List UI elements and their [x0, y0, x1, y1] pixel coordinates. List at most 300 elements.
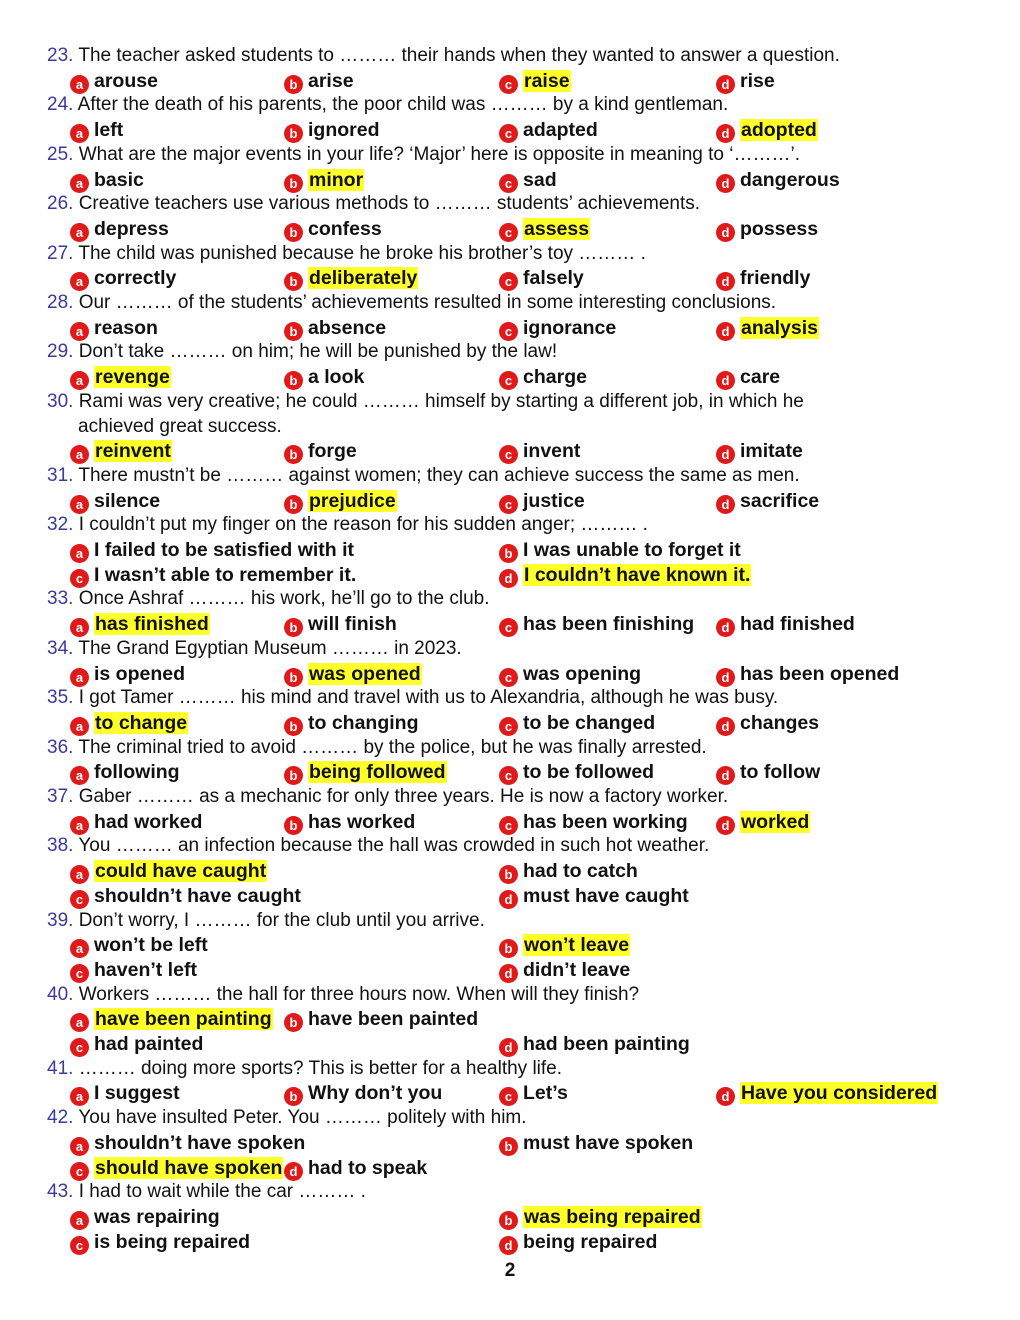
option-a[interactable] — [70, 760, 180, 785]
option-letter-badge: a — [70, 717, 89, 736]
option-letter-badge: c — [499, 174, 518, 193]
question-30 — [47, 390, 977, 415]
option-text: correctly — [94, 267, 177, 290]
option-text: care — [740, 366, 781, 389]
option-text: invent — [523, 440, 581, 463]
option-letter-badge: d — [499, 1236, 518, 1255]
option-letter-badge: a — [70, 223, 89, 242]
question-number: 32. — [47, 514, 74, 536]
question-33 — [47, 587, 977, 612]
option-letter-badge: b — [284, 668, 303, 687]
option-text: Let’s — [523, 1082, 568, 1105]
option-letter-badge: a — [70, 865, 89, 884]
option-b[interactable] — [284, 69, 354, 94]
option-letter-badge: d — [284, 1162, 303, 1181]
option-b[interactable] — [284, 1007, 478, 1032]
option-text: haven’t left — [94, 958, 197, 981]
option-a[interactable] — [70, 859, 267, 884]
option-b[interactable] — [284, 217, 382, 242]
question-number: 33. — [47, 588, 74, 610]
option-b[interactable] — [499, 1205, 702, 1230]
question-42 — [47, 1106, 977, 1131]
option-b[interactable] — [284, 662, 422, 687]
option-c[interactable] — [499, 365, 587, 390]
option-a[interactable] — [70, 489, 160, 514]
option-letter-badge: d — [716, 1087, 735, 1106]
question-41 — [47, 1057, 977, 1082]
option-text: to changing — [308, 711, 419, 734]
question-number: 30. — [47, 390, 74, 412]
option-text: has worked — [308, 810, 416, 833]
question-number: 43. — [47, 1181, 74, 1203]
option-text: shouldn’t have spoken — [94, 1131, 306, 1154]
option-a[interactable] — [70, 711, 188, 736]
option-c[interactable] — [499, 69, 571, 94]
option-letter-badge: c — [499, 766, 518, 785]
question-text: I got Tamer ……… his mind and travel with us to Alexandria, although he was busy. — [78, 687, 779, 709]
option-letter-badge: c — [499, 717, 518, 736]
option-a[interactable] — [70, 217, 169, 242]
option-letter-badge: b — [284, 371, 303, 390]
option-text: adapted — [523, 119, 598, 142]
option-text: arise — [308, 69, 354, 92]
option-letter-badge: d — [499, 890, 518, 909]
option-b[interactable] — [499, 933, 630, 958]
option-d[interactable] — [716, 217, 818, 242]
option-letter-badge: c — [499, 1087, 518, 1106]
option-letter-badge: a — [70, 445, 89, 464]
question-number: 31. — [47, 464, 74, 486]
question-number: 42. — [47, 1107, 74, 1129]
option-text-highlighted: reinvent — [95, 440, 171, 463]
option-letter-badge: a — [70, 322, 89, 341]
option-letter-badge: c — [499, 371, 518, 390]
option-text: justice — [523, 489, 585, 512]
option-letter-badge: c — [499, 124, 518, 143]
question-number: 34. — [47, 637, 74, 659]
option-a[interactable] — [70, 439, 172, 464]
option-d[interactable] — [716, 1081, 938, 1106]
option-letter-badge: d — [716, 495, 735, 514]
question-32 — [47, 513, 977, 538]
option-b[interactable] — [284, 711, 419, 736]
option-letter-badge: b — [284, 816, 303, 835]
question-text: You ……… an infection because the hall was crowded in such hot weather. — [78, 835, 710, 857]
option-c[interactable] — [70, 563, 356, 588]
option-letter-badge: a — [70, 272, 89, 291]
question-25 — [47, 143, 977, 168]
option-letter-badge: a — [70, 495, 89, 514]
question-24 — [47, 93, 977, 118]
option-c[interactable] — [499, 439, 580, 464]
option-d[interactable] — [716, 711, 819, 736]
option-c[interactable] — [499, 810, 688, 835]
option-a[interactable] — [70, 365, 171, 390]
option-b[interactable] — [284, 810, 415, 835]
option-letter-badge: c — [499, 495, 518, 514]
option-text: following — [94, 761, 180, 784]
question-text: I couldn’t put my finger on the reason for his sudden anger; ……… . — [78, 514, 648, 536]
option-text: changes — [740, 711, 820, 734]
option-d[interactable] — [716, 439, 803, 464]
option-letter-badge: c — [499, 272, 518, 291]
option-b[interactable] — [284, 489, 397, 514]
option-text-highlighted: revenge — [95, 366, 170, 389]
option-a[interactable] — [70, 810, 202, 835]
option-d[interactable] — [716, 662, 899, 687]
option-text: sacrifice — [740, 489, 820, 512]
option-text: depress — [94, 217, 169, 240]
option-a[interactable] — [70, 118, 123, 143]
option-b[interactable] — [284, 168, 364, 193]
option-letter-badge: d — [716, 124, 735, 143]
option-letter-badge: a — [70, 1013, 89, 1032]
question-number: 39. — [47, 909, 74, 931]
option-a[interactable] — [70, 266, 176, 291]
option-d[interactable] — [716, 266, 810, 291]
option-text-highlighted: deliberately — [309, 267, 418, 290]
question-37 — [47, 785, 977, 810]
option-text-highlighted: raise — [524, 69, 570, 92]
option-c[interactable] — [499, 760, 654, 785]
option-text-highlighted: should have spoken — [95, 1156, 283, 1179]
question-number: 26. — [47, 193, 74, 215]
question-text: The teacher asked students to ……… their hands when they wanted to answer a question. — [78, 45, 840, 66]
option-letter-badge: b — [284, 445, 303, 464]
option-d[interactable] — [499, 563, 751, 588]
option-letter-badge: c — [70, 890, 89, 909]
option-text: must have spoken — [523, 1131, 694, 1154]
option-text: had painted — [94, 1033, 204, 1055]
option-letter-badge: b — [499, 865, 518, 884]
question-text: The Grand Egyptian Museum ……… in 2023. — [78, 637, 462, 659]
option-d[interactable] — [716, 118, 818, 143]
option-text-highlighted: to change — [95, 711, 188, 734]
question-text: The criminal tried to avoid ……… by the police, but he was finally arrested. — [78, 736, 707, 758]
option-d[interactable] — [716, 69, 775, 94]
option-text: didn’t leave — [523, 958, 631, 981]
option-letter-badge: c — [499, 816, 518, 835]
option-letter-badge: d — [499, 964, 518, 983]
question-43 — [47, 1180, 977, 1205]
option-b[interactable] — [284, 316, 386, 341]
option-letter-badge: d — [716, 668, 735, 687]
option-d[interactable] — [716, 168, 840, 193]
option-letter-badge: c — [70, 1236, 89, 1255]
option-c[interactable] — [499, 316, 616, 341]
option-d[interactable] — [716, 810, 810, 835]
option-text-highlighted: adopted — [741, 119, 817, 142]
option-text: charge — [523, 366, 587, 389]
option-text: I wasn’t able to remember it. — [94, 563, 357, 586]
option-text-highlighted: minor — [309, 168, 364, 191]
question-text: What are the major events in your life? ‘Major’ here is opposite in meaning to ‘………’. — [78, 143, 800, 165]
option-letter-badge: a — [70, 371, 89, 390]
option-letter-badge: b — [284, 1087, 303, 1106]
option-c[interactable] — [70, 1230, 250, 1255]
option-text: ignorance — [523, 316, 617, 339]
option-b[interactable] — [284, 365, 364, 390]
question-36 — [47, 736, 977, 761]
question-28 — [47, 291, 977, 316]
question-text: Creative teachers use various methods to ……… students’ achievements. — [78, 193, 701, 215]
option-c[interactable] — [499, 266, 584, 291]
option-letter-badge: b — [499, 939, 518, 958]
option-letter-badge: b — [284, 272, 303, 291]
question-text: Rami was very creative; he could ……… himself by starting a different job, in which he — [78, 390, 804, 412]
option-b[interactable] — [499, 538, 741, 563]
question-27 — [47, 242, 977, 267]
option-a[interactable] — [70, 316, 158, 341]
option-d[interactable] — [499, 884, 689, 909]
option-text: left — [94, 119, 124, 142]
page-number: 2 — [504, 1260, 516, 1282]
option-letter-badge: d — [716, 618, 735, 637]
question-number: 23. — [47, 45, 74, 66]
option-letter-badge: d — [716, 371, 735, 390]
option-letter-badge: a — [70, 124, 89, 143]
option-letter-badge: d — [716, 445, 735, 464]
option-text: has been working — [523, 810, 688, 833]
question-number: 29. — [47, 341, 74, 363]
option-letter-badge: d — [716, 174, 735, 193]
option-letter-badge: c — [499, 668, 518, 687]
option-letter-badge: d — [716, 322, 735, 341]
option-letter-badge: a — [70, 766, 89, 785]
question-number: 28. — [47, 292, 74, 313]
option-text-highlighted: was opened — [309, 662, 421, 685]
option-d[interactable] — [284, 1156, 427, 1181]
question-number: 38. — [47, 835, 74, 857]
option-c[interactable] — [499, 217, 590, 242]
option-text-highlighted: was being repaired — [524, 1205, 701, 1228]
option-letter-badge: b — [499, 1137, 518, 1156]
option-text: to follow — [740, 761, 821, 784]
question-text: Once Ashraf ……… his work, he’ll go to the club. — [78, 588, 490, 610]
option-c[interactable] — [70, 1032, 203, 1057]
option-d[interactable] — [499, 958, 630, 983]
option-text-highlighted: assess — [524, 217, 590, 240]
option-c[interactable] — [499, 1081, 568, 1106]
option-text: a look — [308, 366, 365, 389]
option-letter-badge: c — [70, 569, 89, 588]
option-text: must have caught — [523, 884, 689, 907]
option-text-highlighted: being followed — [309, 761, 446, 784]
option-d[interactable] — [716, 316, 819, 341]
option-text-highlighted: analysis — [741, 316, 818, 339]
option-letter-badge: b — [284, 174, 303, 193]
question-31 — [47, 464, 977, 489]
question-34 — [47, 637, 977, 662]
option-text: silence — [94, 489, 161, 512]
option-d[interactable] — [716, 612, 855, 637]
option-letter-badge: a — [70, 816, 89, 835]
option-letter-badge: c — [70, 1038, 89, 1057]
question-number: 25. — [47, 143, 74, 165]
option-c[interactable] — [499, 168, 557, 193]
option-text: rise — [740, 69, 775, 92]
option-text: has been opened — [740, 662, 900, 685]
option-text: I suggest — [94, 1082, 180, 1105]
question-text: The child was punished because he broke his brother’s toy ……… . — [78, 242, 646, 264]
question-text: Don’t take ……… on him; he will be punished by the law! — [78, 341, 558, 363]
option-text-highlighted: I couldn’t have known it. — [524, 563, 751, 586]
option-letter-badge: a — [70, 668, 89, 687]
option-c[interactable] — [70, 1156, 283, 1181]
question-40 — [47, 983, 977, 1008]
option-text-highlighted: has finished — [95, 613, 209, 636]
option-text: was repairing — [94, 1205, 220, 1228]
option-text-highlighted: could have caught — [95, 860, 267, 883]
option-d[interactable] — [716, 489, 819, 514]
option-b[interactable] — [284, 612, 397, 637]
option-a[interactable] — [70, 1081, 180, 1106]
option-text: to be followed — [523, 761, 655, 784]
option-d[interactable] — [716, 365, 780, 390]
option-letter-badge: c — [499, 618, 518, 637]
option-text-highlighted: have been painting — [95, 1008, 272, 1031]
option-text: has been finishing — [523, 613, 695, 636]
option-text: have been painted — [308, 1008, 479, 1031]
option-a[interactable] — [70, 538, 354, 563]
option-a[interactable] — [70, 612, 210, 637]
option-letter-badge: d — [499, 1038, 518, 1057]
option-a[interactable] — [70, 69, 158, 94]
option-letter-badge: b — [284, 322, 303, 341]
option-c[interactable] — [70, 958, 197, 983]
option-c[interactable] — [499, 489, 585, 514]
option-letter-badge: b — [284, 618, 303, 637]
option-letter-badge: d — [716, 272, 735, 291]
option-c[interactable] — [499, 118, 598, 143]
option-text: had been painting — [523, 1033, 690, 1055]
question-text: I had to wait while the car ……… . — [78, 1181, 366, 1203]
option-b[interactable] — [284, 439, 357, 464]
option-letter-badge: a — [70, 75, 89, 94]
option-letter-badge: b — [284, 717, 303, 736]
option-letter-badge: b — [284, 75, 303, 94]
option-text-highlighted: prejudice — [309, 489, 396, 512]
option-a[interactable] — [70, 1205, 220, 1230]
question-text: You have insulted Peter. You ……… politely with him. — [78, 1107, 527, 1129]
option-letter-badge: c — [70, 964, 89, 983]
option-letter-badge: d — [716, 223, 735, 242]
option-letter-badge: c — [499, 322, 518, 341]
option-a[interactable] — [70, 168, 144, 193]
option-text: Why don’t you — [308, 1082, 443, 1105]
question-text: Don’t worry, I ……… for the club until you arrive. — [78, 909, 485, 931]
question-number: 24. — [47, 94, 74, 116]
option-text: dangerous — [740, 168, 840, 191]
option-d[interactable] — [499, 1032, 690, 1057]
option-b[interactable] — [284, 1081, 442, 1106]
option-text: imitate — [740, 440, 803, 463]
option-text-highlighted: worked — [741, 810, 810, 833]
option-a[interactable] — [70, 1007, 273, 1032]
option-text: had worked — [94, 810, 203, 833]
option-text: is being repaired — [94, 1230, 251, 1253]
option-a[interactable] — [70, 933, 208, 958]
option-text: had to catch — [523, 860, 638, 883]
option-text: was opening — [523, 662, 642, 685]
question-number: 35. — [47, 687, 74, 709]
option-letter-badge: a — [70, 1087, 89, 1106]
option-text: basic — [94, 168, 144, 191]
question-number: 40. — [47, 983, 74, 1005]
question-38 — [47, 834, 977, 859]
option-d[interactable] — [716, 760, 820, 785]
option-c[interactable] — [499, 612, 694, 637]
option-c[interactable] — [70, 884, 301, 909]
option-a[interactable] — [70, 662, 185, 687]
option-b[interactable] — [284, 118, 380, 143]
option-c[interactable] — [499, 711, 655, 736]
option-text: sad — [523, 168, 557, 191]
option-text: reason — [94, 316, 158, 339]
question-text-line2: achieved great success. — [78, 415, 282, 437]
option-b[interactable] — [499, 1131, 693, 1156]
option-text: absence — [308, 316, 387, 339]
option-c[interactable] — [499, 662, 641, 687]
option-text: to be changed — [523, 711, 656, 734]
option-text: forge — [308, 440, 357, 463]
option-letter-badge: a — [70, 544, 89, 563]
option-text: falsely — [523, 267, 584, 290]
option-text: friendly — [740, 267, 811, 290]
option-text: arouse — [94, 69, 158, 92]
option-text: I failed to be satisfied with it — [94, 539, 355, 561]
question-number: 36. — [47, 736, 74, 758]
option-b[interactable] — [284, 760, 447, 785]
option-d[interactable] — [499, 1230, 657, 1255]
option-text: ignored — [308, 119, 380, 142]
question-35 — [47, 686, 977, 711]
option-b[interactable] — [499, 859, 638, 884]
option-letter-badge: b — [284, 495, 303, 514]
option-letter-badge: d — [499, 569, 518, 588]
option-letter-badge: c — [499, 223, 518, 242]
question-23 — [47, 44, 977, 69]
option-a[interactable] — [70, 1131, 305, 1156]
option-text-highlighted: Have you considered — [741, 1082, 938, 1105]
option-text: had to speak — [308, 1156, 428, 1179]
question-text: Gaber ……… as a mechanic for only three years. He is now a factory worker. — [78, 786, 729, 807]
option-letter-badge: d — [716, 766, 735, 785]
question-number: 27. — [47, 242, 74, 264]
question-number: 41. — [47, 1057, 74, 1079]
option-letter-badge: c — [499, 445, 518, 464]
question-text: Workers ……… the hall for three hours now. When will they finish? — [78, 983, 640, 1005]
option-letter-badge: b — [284, 1013, 303, 1032]
question-text: ……… doing more sports? This is better for a healthy life. — [78, 1057, 563, 1079]
option-letter-badge: a — [70, 1137, 89, 1156]
question-text: Our ……… of the students’ achievements resulted in some interesting conclusions. — [78, 292, 777, 313]
option-letter-badge: b — [284, 223, 303, 242]
option-letter-badge: a — [70, 618, 89, 637]
question-29 — [47, 340, 977, 365]
option-letter-badge: b — [499, 1211, 518, 1230]
option-text-highlighted: won’t leave — [524, 934, 630, 957]
option-letter-badge: d — [716, 816, 735, 835]
option-letter-badge: b — [499, 544, 518, 563]
option-text: is opened — [94, 662, 186, 685]
option-b[interactable] — [284, 266, 418, 291]
option-letter-badge: a — [70, 1211, 89, 1230]
question-number: 37. — [47, 786, 74, 807]
option-letter-badge: b — [284, 766, 303, 785]
option-letter-badge: d — [716, 717, 735, 736]
option-text: shouldn’t have caught — [94, 884, 301, 907]
